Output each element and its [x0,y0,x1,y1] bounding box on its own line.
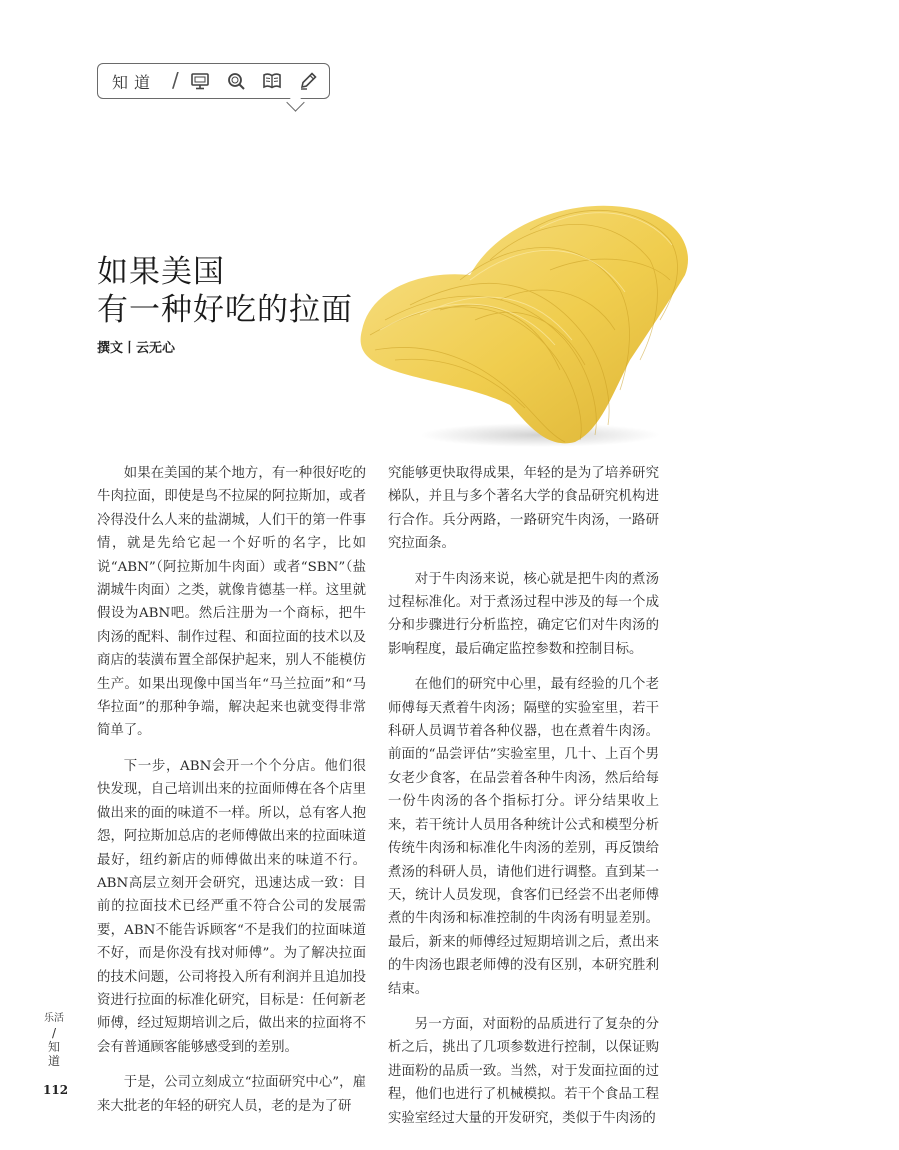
paragraph: 另一方面，对面粉的品质进行了复杂的分析之后，挑出了几项参数进行控制，以保证购进面粉的品质一致。当然，对于发面拉面的过程，他们也进行了机械模拟。若干个食品工程实验室经过大量的开发研究，类似于牛肉汤的 [388,1016,659,1126]
section-side-label [44,1012,64,1068]
article-title [97,253,353,329]
section-divider: / [172,68,179,92]
paragraph: 究能够更快取得成果，年轻的是为了培养研究梯队，并且与多个著名大学的食品研究机构进行合作。兵分两路，一路研究牛肉汤，一路研究拉面条。 [388,466,659,552]
title-line-2: 有一种好吃的拉面 [97,292,353,328]
section-label: 知道 [112,73,157,92]
book-icon [262,71,282,91]
paragraph: 在他们的研究中心里，最有经验的几个老师傅每天煮着牛肉汤；隔壁的实验室里，若干科研人员调节着各种仪器，也在煮着牛肉汤。前面的“品尝评估”实验室里，几十、上百个男女老少食客，在品尝着各种牛肉汤，然后给每一份牛肉汤的各个指标打分。评分结果收上来，若干统计人员用各种统计公式和模型分析传统牛肉汤和标准化牛肉汤的差别，再反馈给煮汤的科研人员，请他们进行调整。直到某一天，统计人员发现，食客们已经尝不出老师傅煮的牛肉汤和标准控制的牛肉汤有明显差别。最后，新来的师傅经过短期培训之后，煮出来的牛肉汤也跟老师傅的没有区别，本研究胜利结束。 [388,677,659,997]
side-label-bottom: 知道 [47,1040,60,1068]
search-icon [226,71,246,91]
paragraph: 如果在美国的某个地方，有一种很好吃的牛肉拉面，即使是鸟不拉屎的阿拉斯加，或者冷得没什么人来的盐湖城，人们干的第一件事情，就是先给它起一个好听的名字，比如说“ABN”（阿拉斯加牛肉面）或者“SBN”（盐湖城牛肉面）之类，就像肯德基一样。这里就假设为ABN吧。然后注册为一个商标，把牛肉汤的配料、制作过程、和面拉面的技术以及商店的装潢布置全部保护起来，别人不能模仿生产。如果出现像中国当年“马兰拉面”和“马华拉面”的那种争端，解决起来也就变得非常简单了。 [97,466,366,739]
pencil-icon [298,71,318,91]
side-label-top: 乐活 [44,1013,64,1024]
noodle-bundle-image [350,180,695,450]
title-line-1: 如果美国 [97,254,225,290]
paragraph: 下一步，ABN会开一个个分店。他们很快发现，自己培训出来的拉面师傅在各个店里做出来的面的味道不一样。所以，总有客人抱怨，阿拉斯加总店的老师傅做出来的拉面味道最好，纽约新店的师傅做出来的味道不行。ABN高层立刻开会研究，迅速达成一致：目前的拉面技术已经严重不符合公司的发展需要，ABN不能告诉顾客“不是我们的拉面味道不好，而是你没有找对师傅”。为了解决拉面的技术问题，公司将投入所有利润并且追加投资进行拉面的标准化研究，目标是：任何新老师傅，经过短期培训之后，做出来的拉面将不会有普通顾客能够感受到的差别。 [97,758,366,1055]
side-label-slash: / [51,1026,57,1040]
paragraph: 于是，公司立刻成立“拉面研究中心”，雇来大批老的年轻的研究人员，老的是为了研 [97,1075,366,1114]
article-column-left [97,462,366,1130]
article-column-right [388,462,659,1142]
paragraph: 对于牛肉汤来说，核心就是把牛肉的煮汤过程标准化。对于煮汤过程中涉及的每一个成分和步骤进行分析监控，确定它们对牛肉汤的影响程度，最后确定监控参数和控制目标。 [388,571,659,657]
page-number: 112 [43,1083,69,1097]
byline: 撰文丨云无心 [97,341,176,356]
monitor-icon [190,71,210,91]
